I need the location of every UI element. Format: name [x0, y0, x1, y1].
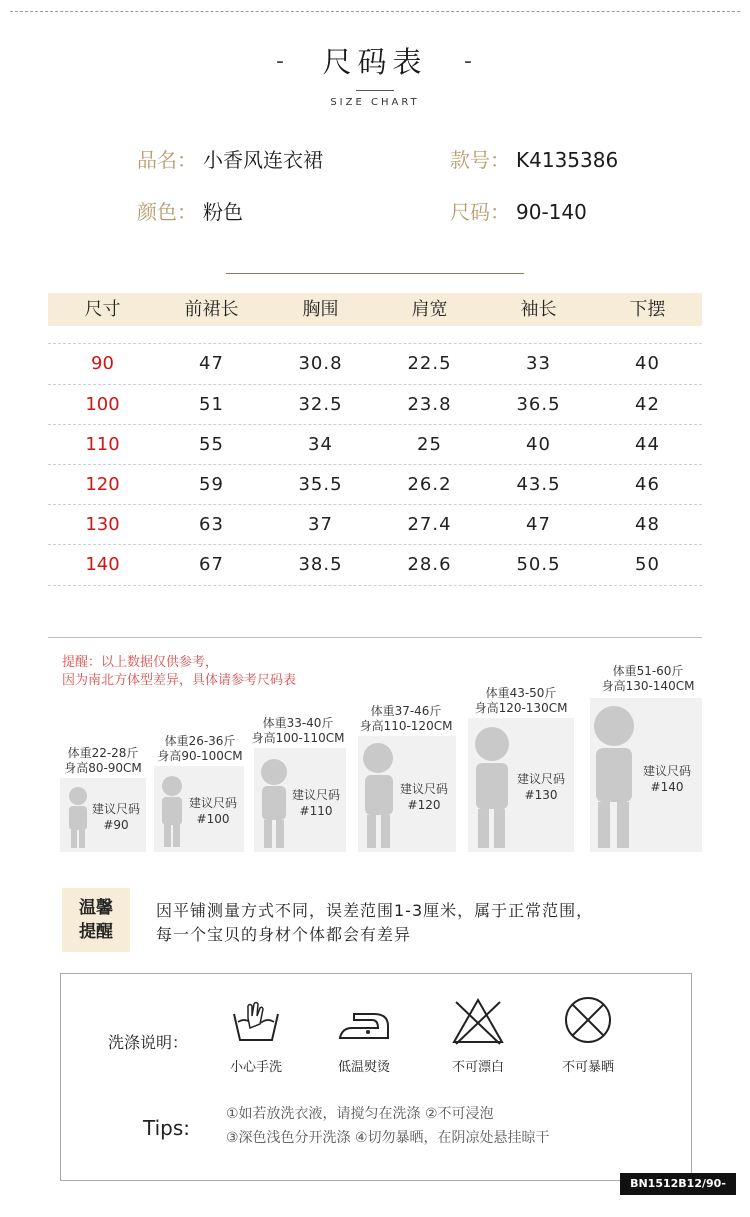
- kid-height: 身高100-110CM: [251, 731, 345, 745]
- table-row: [48, 504, 702, 545]
- product-number: [450, 144, 618, 173]
- kid-height: 身高120-130CM: [474, 701, 568, 715]
- warm-tip-text: [156, 899, 593, 947]
- warm-tip-badge: [62, 888, 130, 952]
- reminder-line-2: 因为南北方体型差异，具体请参考尺码表: [62, 673, 297, 688]
- kid-card-120: [356, 736, 458, 852]
- top-dashed-divider: [10, 11, 740, 12]
- kid-size: #120: [407, 798, 441, 812]
- header-front-length: 前裙长: [184, 299, 239, 320]
- kid-advice: 建议尺码: [399, 782, 448, 796]
- kid-size: #110: [299, 804, 333, 818]
- size-cell: 130: [85, 514, 120, 535]
- header-size: 尺寸: [84, 299, 121, 320]
- kid-size: #90: [103, 818, 129, 832]
- table-cell: 36.5: [516, 394, 561, 415]
- tips-line-1: ①如若放洗衣液，请搅匀在洗涤 ②不可浸泡: [226, 1106, 494, 1122]
- kid-size: #140: [650, 780, 684, 794]
- product-color-value: 粉色: [203, 200, 243, 224]
- kid-weight: 体重33-40斤: [262, 716, 334, 730]
- table-cell: 27.4: [407, 514, 452, 535]
- table-row: [48, 343, 702, 384]
- reminder-line-1: 提醒：以上数据仅供参考，: [62, 655, 219, 670]
- table-cell: 25: [417, 434, 442, 455]
- section-divider: [48, 637, 702, 638]
- table-cell: 46: [635, 474, 660, 495]
- hand-wash-icon: [226, 1000, 286, 1046]
- tips-line-2: ③深色浅色分开洗涤 ④切勿暴晒，在阴凉处悬挂晾干: [226, 1130, 550, 1146]
- product-name: [137, 144, 323, 173]
- kid-advice: 建议尺码: [642, 764, 691, 778]
- kid-advice: 建议尺码: [188, 796, 237, 810]
- table-cell: 59: [199, 474, 224, 495]
- kid-card-100: [152, 766, 246, 852]
- kid-height: 身高130-140CM: [601, 679, 695, 693]
- table-cell: 26.2: [407, 474, 452, 495]
- info-divider: [226, 273, 524, 274]
- table-cell: 37: [308, 514, 333, 535]
- kid-size-guide-120: [354, 704, 458, 734]
- kid-height: 身高80-90CM: [64, 761, 142, 775]
- table-cell: 43.5: [516, 474, 561, 495]
- title-underline: [356, 90, 394, 91]
- table-cell: 67: [199, 554, 224, 575]
- size-cell: 100: [85, 394, 120, 415]
- care-label: 小心手洗: [229, 1060, 282, 1075]
- header-sleeve: 袖长: [520, 299, 557, 320]
- care-label: 不可暴晒: [561, 1060, 614, 1075]
- header-chest: 胸围: [302, 299, 339, 320]
- table-cell: 51: [199, 394, 224, 415]
- kid-card-140: [588, 698, 704, 852]
- product-color: [137, 196, 243, 225]
- reference-reminder: [62, 654, 296, 690]
- table-cell: 63: [199, 514, 224, 535]
- care-low-iron: [314, 1000, 414, 1075]
- page-title: 尺码表: [322, 45, 428, 79]
- table-cell: 34: [308, 434, 333, 455]
- title-dash-right: -: [464, 49, 472, 74]
- kid-size: #130: [524, 788, 558, 802]
- kid-size-guide-140: [592, 664, 704, 694]
- care-no-bleach: [428, 996, 528, 1075]
- no-sun-dry-icon: [558, 994, 618, 1046]
- table-row: [48, 544, 702, 585]
- warm-tip-line-2: 每一个宝贝的身材个体都会有差异: [156, 925, 412, 944]
- table-cell: 47: [199, 353, 224, 374]
- care-label: 低温熨烫: [337, 1060, 390, 1075]
- table-cell: 35.5: [298, 474, 343, 495]
- header-shoulder: 肩宽: [411, 299, 448, 320]
- size-cell: 110: [85, 434, 120, 455]
- kid-card-110: [252, 748, 348, 852]
- product-color-key: 颜色：: [137, 200, 197, 224]
- table-cell: 23.8: [407, 394, 452, 415]
- table-cell: 50.5: [516, 554, 561, 575]
- kid-advice: 建议尺码: [91, 802, 140, 816]
- header-hem: 下摆: [629, 299, 666, 320]
- product-number-value: K4135386: [516, 148, 619, 172]
- kid-size-guide-110: [246, 716, 350, 746]
- page-subtitle: SIZE CHART: [330, 97, 420, 108]
- size-cell: 140: [85, 554, 120, 575]
- table-bottom-line: [48, 585, 702, 586]
- table-row: [48, 424, 702, 465]
- kid-weight: 体重37-46斤: [370, 704, 442, 718]
- table-cell: 40: [635, 353, 660, 374]
- care-title: 洗涤说明：: [108, 1033, 189, 1052]
- kid-size-guide-100: [150, 734, 250, 764]
- kid-card-130: [466, 718, 576, 852]
- table-row: [48, 464, 702, 505]
- care-label: 不可漂白: [451, 1060, 504, 1075]
- kid-advice: 建议尺码: [291, 788, 340, 802]
- kid-advice: 建议尺码: [516, 772, 565, 786]
- table-row: [48, 384, 702, 425]
- no-bleach-icon: [448, 996, 508, 1046]
- table-cell: 47: [526, 514, 551, 535]
- size-cell: 120: [85, 474, 120, 495]
- tips-label: Tips:: [143, 1116, 191, 1140]
- product-size-value: 90-140: [516, 200, 587, 224]
- kid-height: 身高90-100CM: [157, 749, 243, 763]
- kid-size: #100: [196, 812, 230, 826]
- kid-size-guide-130: [466, 686, 576, 716]
- title-dash-left: -: [276, 49, 284, 74]
- table-cell: 38.5: [298, 554, 343, 575]
- product-name-value: 小香风连衣裙: [203, 148, 323, 172]
- product-code-badge: BN1512B12/90-140: [620, 1173, 736, 1195]
- table-cell: 32.5: [298, 394, 343, 415]
- table-cell: 44: [635, 434, 660, 455]
- kid-weight: 体重22-28斤: [67, 746, 139, 760]
- care-hand-wash: [206, 1000, 306, 1075]
- tips-text: [226, 1102, 550, 1150]
- product-size-range: [450, 196, 587, 225]
- kid-weight: 体重26-36斤: [164, 734, 236, 748]
- product-name-key: 品名：: [137, 148, 197, 172]
- table-cell: 55: [199, 434, 224, 455]
- table-cell: 42: [635, 394, 660, 415]
- warm-tip-label-1: 温馨: [79, 898, 113, 918]
- warm-tip-label-2: 提醒: [79, 922, 113, 942]
- size-table-header: [48, 293, 702, 326]
- table-cell: 22.5: [407, 353, 452, 374]
- warm-tip-line-1: 因平铺测量方式不同，误差范围1-3厘米，属于正常范围，: [156, 901, 594, 920]
- table-cell: 30.8: [298, 353, 343, 374]
- table-cell: 50: [635, 554, 660, 575]
- kid-height: 身高110-120CM: [359, 719, 453, 733]
- table-cell: 28.6: [407, 554, 452, 575]
- care-no-sun-dry: [538, 994, 638, 1075]
- product-size-key: 尺码：: [450, 200, 510, 224]
- kid-size-guide-90: [58, 746, 148, 776]
- low-iron-icon: [334, 1000, 394, 1046]
- product-number-key: 款号：: [450, 148, 510, 172]
- table-cell: 48: [635, 514, 660, 535]
- kid-weight: 体重43-50斤: [485, 686, 557, 700]
- kid-card-90: [58, 778, 148, 852]
- size-cell: 90: [91, 353, 114, 374]
- kid-weight: 体重51-60斤: [612, 664, 684, 678]
- table-cell: 40: [526, 434, 551, 455]
- table-cell: 33: [526, 353, 551, 374]
